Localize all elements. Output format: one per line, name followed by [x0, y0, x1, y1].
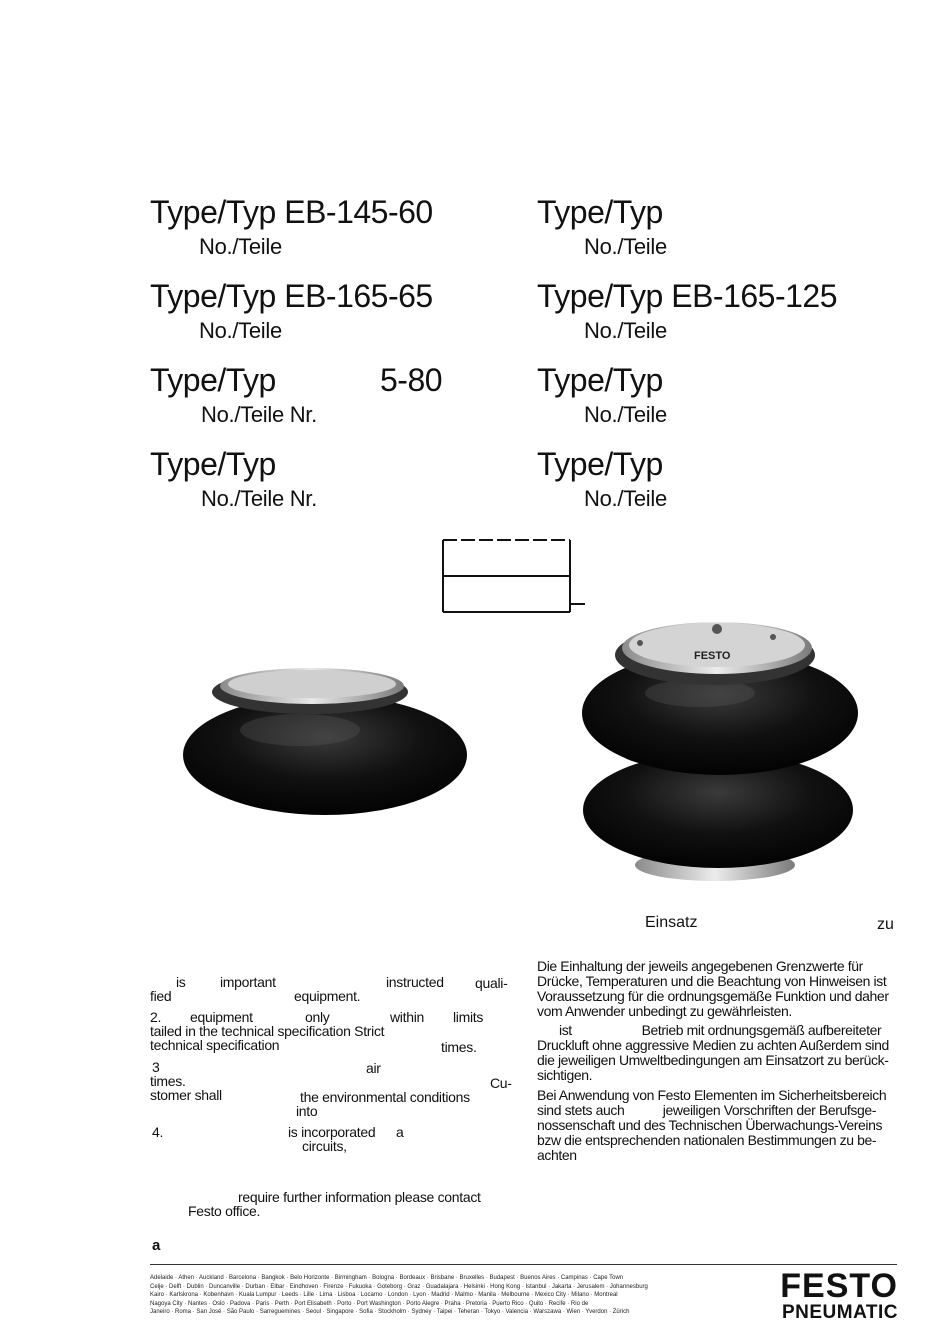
parts-number-label-4: No./Teile — [584, 318, 667, 343]
english-fragment: air — [366, 1060, 381, 1076]
english-fragment: 3 — [152, 1059, 160, 1075]
german-heading-einsatz: Einsatz — [645, 914, 698, 931]
parts-number-label-2: No./Teile — [584, 234, 667, 259]
english-fragment: the environmental conditions — [300, 1089, 470, 1105]
festo-logo-text: FESTO — [780, 1267, 898, 1305]
label-box — [440, 536, 590, 616]
english-fragment: times. — [441, 1039, 477, 1055]
english-fragment: 4. — [152, 1124, 164, 1140]
type-heading-2: Type/Typ — [537, 194, 663, 230]
type-heading-6: Type/Typ — [537, 362, 663, 398]
english-fragment: 2. — [150, 1009, 162, 1025]
english-fragment: Festo office. — [188, 1203, 261, 1219]
english-fragment: quali- — [475, 975, 508, 991]
english-fragment: times. — [150, 1073, 186, 1089]
english-fragment: circuits, — [302, 1138, 347, 1154]
german-line: Druckluft ohne aggressive Medien zu achten Außerdem sind — [537, 1037, 889, 1053]
english-fragment: equipment. — [294, 988, 361, 1004]
pneumatic-logo-text: PNEUMATIC — [781, 1302, 898, 1323]
parts-number-label-5: No./Teile Nr. — [201, 402, 317, 427]
festo-logo — [768, 1267, 898, 1324]
double-bellows-image — [580, 615, 860, 885]
city-line: Janeiro · Roma · San José · São Paulo · Sarreguemines · Seoul · Singapore · Sofia · Stockholm · Sydney · Taipei · Teheran · Tokyo · Valencia · Warszawa · Wien · Yverdon · Zürich — [150, 1309, 630, 1315]
english-fragment: Cu- — [490, 1075, 512, 1091]
english-fragment: a — [396, 1124, 404, 1140]
office-city-list — [150, 1274, 760, 1317]
german-line: bzw die entsprechenden nationalen Bestimmungen zu be- — [537, 1132, 877, 1148]
english-fragment: equipment — [190, 1009, 253, 1025]
english-fragment: instructed — [386, 974, 444, 990]
english-fragment: important — [220, 974, 276, 990]
type-heading-1: Type/Typ EB-145-60 — [150, 194, 433, 230]
german-line: nossenschaft und des Technischen Überwachungs-Vereins — [537, 1117, 883, 1133]
german-line: vom Anwender unbedingt zu gewährleisten. — [537, 1003, 792, 1019]
german-line: ist Betrieb mit ordnungsgemäß aufbereiteter — [559, 1022, 882, 1038]
type-heading-3: Type/Typ EB-165-65 — [150, 278, 433, 314]
type-heading-8: Type/Typ — [537, 446, 663, 482]
city-line: Adelaide · Athen · Auckland · Barcelona · Bangkok · Belo Horizonte · Birmingham · Bologna · Bordeaux · Brisbane · Bruxelles · Budapest · Buenos Aires · Campinas · Cape Town — [150, 1275, 624, 1281]
city-line: Celje · Delft · Dublin · Duncanville · Durban · Elbar · Eindhoven · Firenze · Fukuoka · Goteborg · Graz · Guadalajara · Helsinki · Hong Kong · Istanbul · Jakarta · Jerusalem · Johannesburg — [150, 1283, 648, 1290]
english-fragment: limits — [453, 1009, 484, 1025]
single-bellows-image — [180, 650, 470, 850]
parts-number-label-7: No./Teile Nr. — [201, 486, 317, 511]
german-line: Drücke, Temperaturen und die Beachtung von Hinweisen ist — [537, 973, 887, 989]
german-line: die jeweiligen Umweltbedingungen am Einsatzort zu berück- — [537, 1052, 889, 1068]
german-line: Voraussetzung für die ordnungsgemäße Funktion und daher — [537, 988, 889, 1004]
type-heading-7: Type/Typ — [150, 446, 276, 482]
festo-mark: FESTO — [694, 650, 731, 662]
english-fragment: stomer shall — [150, 1087, 222, 1103]
parts-number-label-6: No./Teile — [584, 402, 667, 427]
german-line: Die Einhaltung der jeweils angegebenen Grenzwerte für — [537, 958, 863, 974]
city-line: Nagoya City · Nantes · Oslo · Padova · Paris · Perth · Port Elisabeth · Porto · Port Washington · Porto Alegre · Praha · Pretoria · Puerto Rico · Quito · Recife · Rio de — [150, 1300, 589, 1307]
english-fragment: technical specification — [150, 1037, 280, 1053]
german-line: sind stets auch jeweiligen Vorschriften der Berufsge- — [537, 1102, 876, 1118]
german-line: achten — [537, 1147, 577, 1163]
german-heading-zu: zu — [877, 916, 894, 933]
english-fragment: a — [152, 1237, 161, 1254]
parts-number-label-8: No./Teile — [584, 486, 667, 511]
german-line: Bei Anwendung von Festo Elementen im Sicherheitsbereich — [537, 1087, 887, 1103]
english-fragment: fied — [150, 988, 172, 1004]
english-fragment: is — [176, 974, 186, 990]
type-heading-4: Type/Typ EB-165-125 — [537, 278, 838, 314]
type-heading-5-suffix: 5-80 — [380, 362, 443, 398]
english-fragment: is incorporated — [288, 1124, 376, 1140]
english-fragment: only — [305, 1009, 330, 1025]
parts-number-label-1: No./Teile — [199, 234, 282, 259]
english-fragment: tailed in the technical specification Strict — [150, 1023, 385, 1039]
german-line: sichtigen. — [537, 1067, 593, 1083]
parts-number-label-3: No./Teile — [199, 318, 282, 343]
english-fragment: into — [296, 1103, 318, 1119]
english-fragment: require further information please contact — [238, 1189, 481, 1205]
english-fragment: within — [390, 1009, 424, 1025]
footer-rule — [150, 1264, 897, 1265]
type-heading-5: Type/Typ — [150, 362, 276, 398]
city-line: Kairo · Karlskrona · Kobenhavn · Kuala Lumpur · Leeds · Lille · Lima · Lisboa · Locarno · London · Lyon · Madrid · Malmo · Manila · Melbourne · Mexico City · Milano · Montreal — [150, 1292, 618, 1298]
